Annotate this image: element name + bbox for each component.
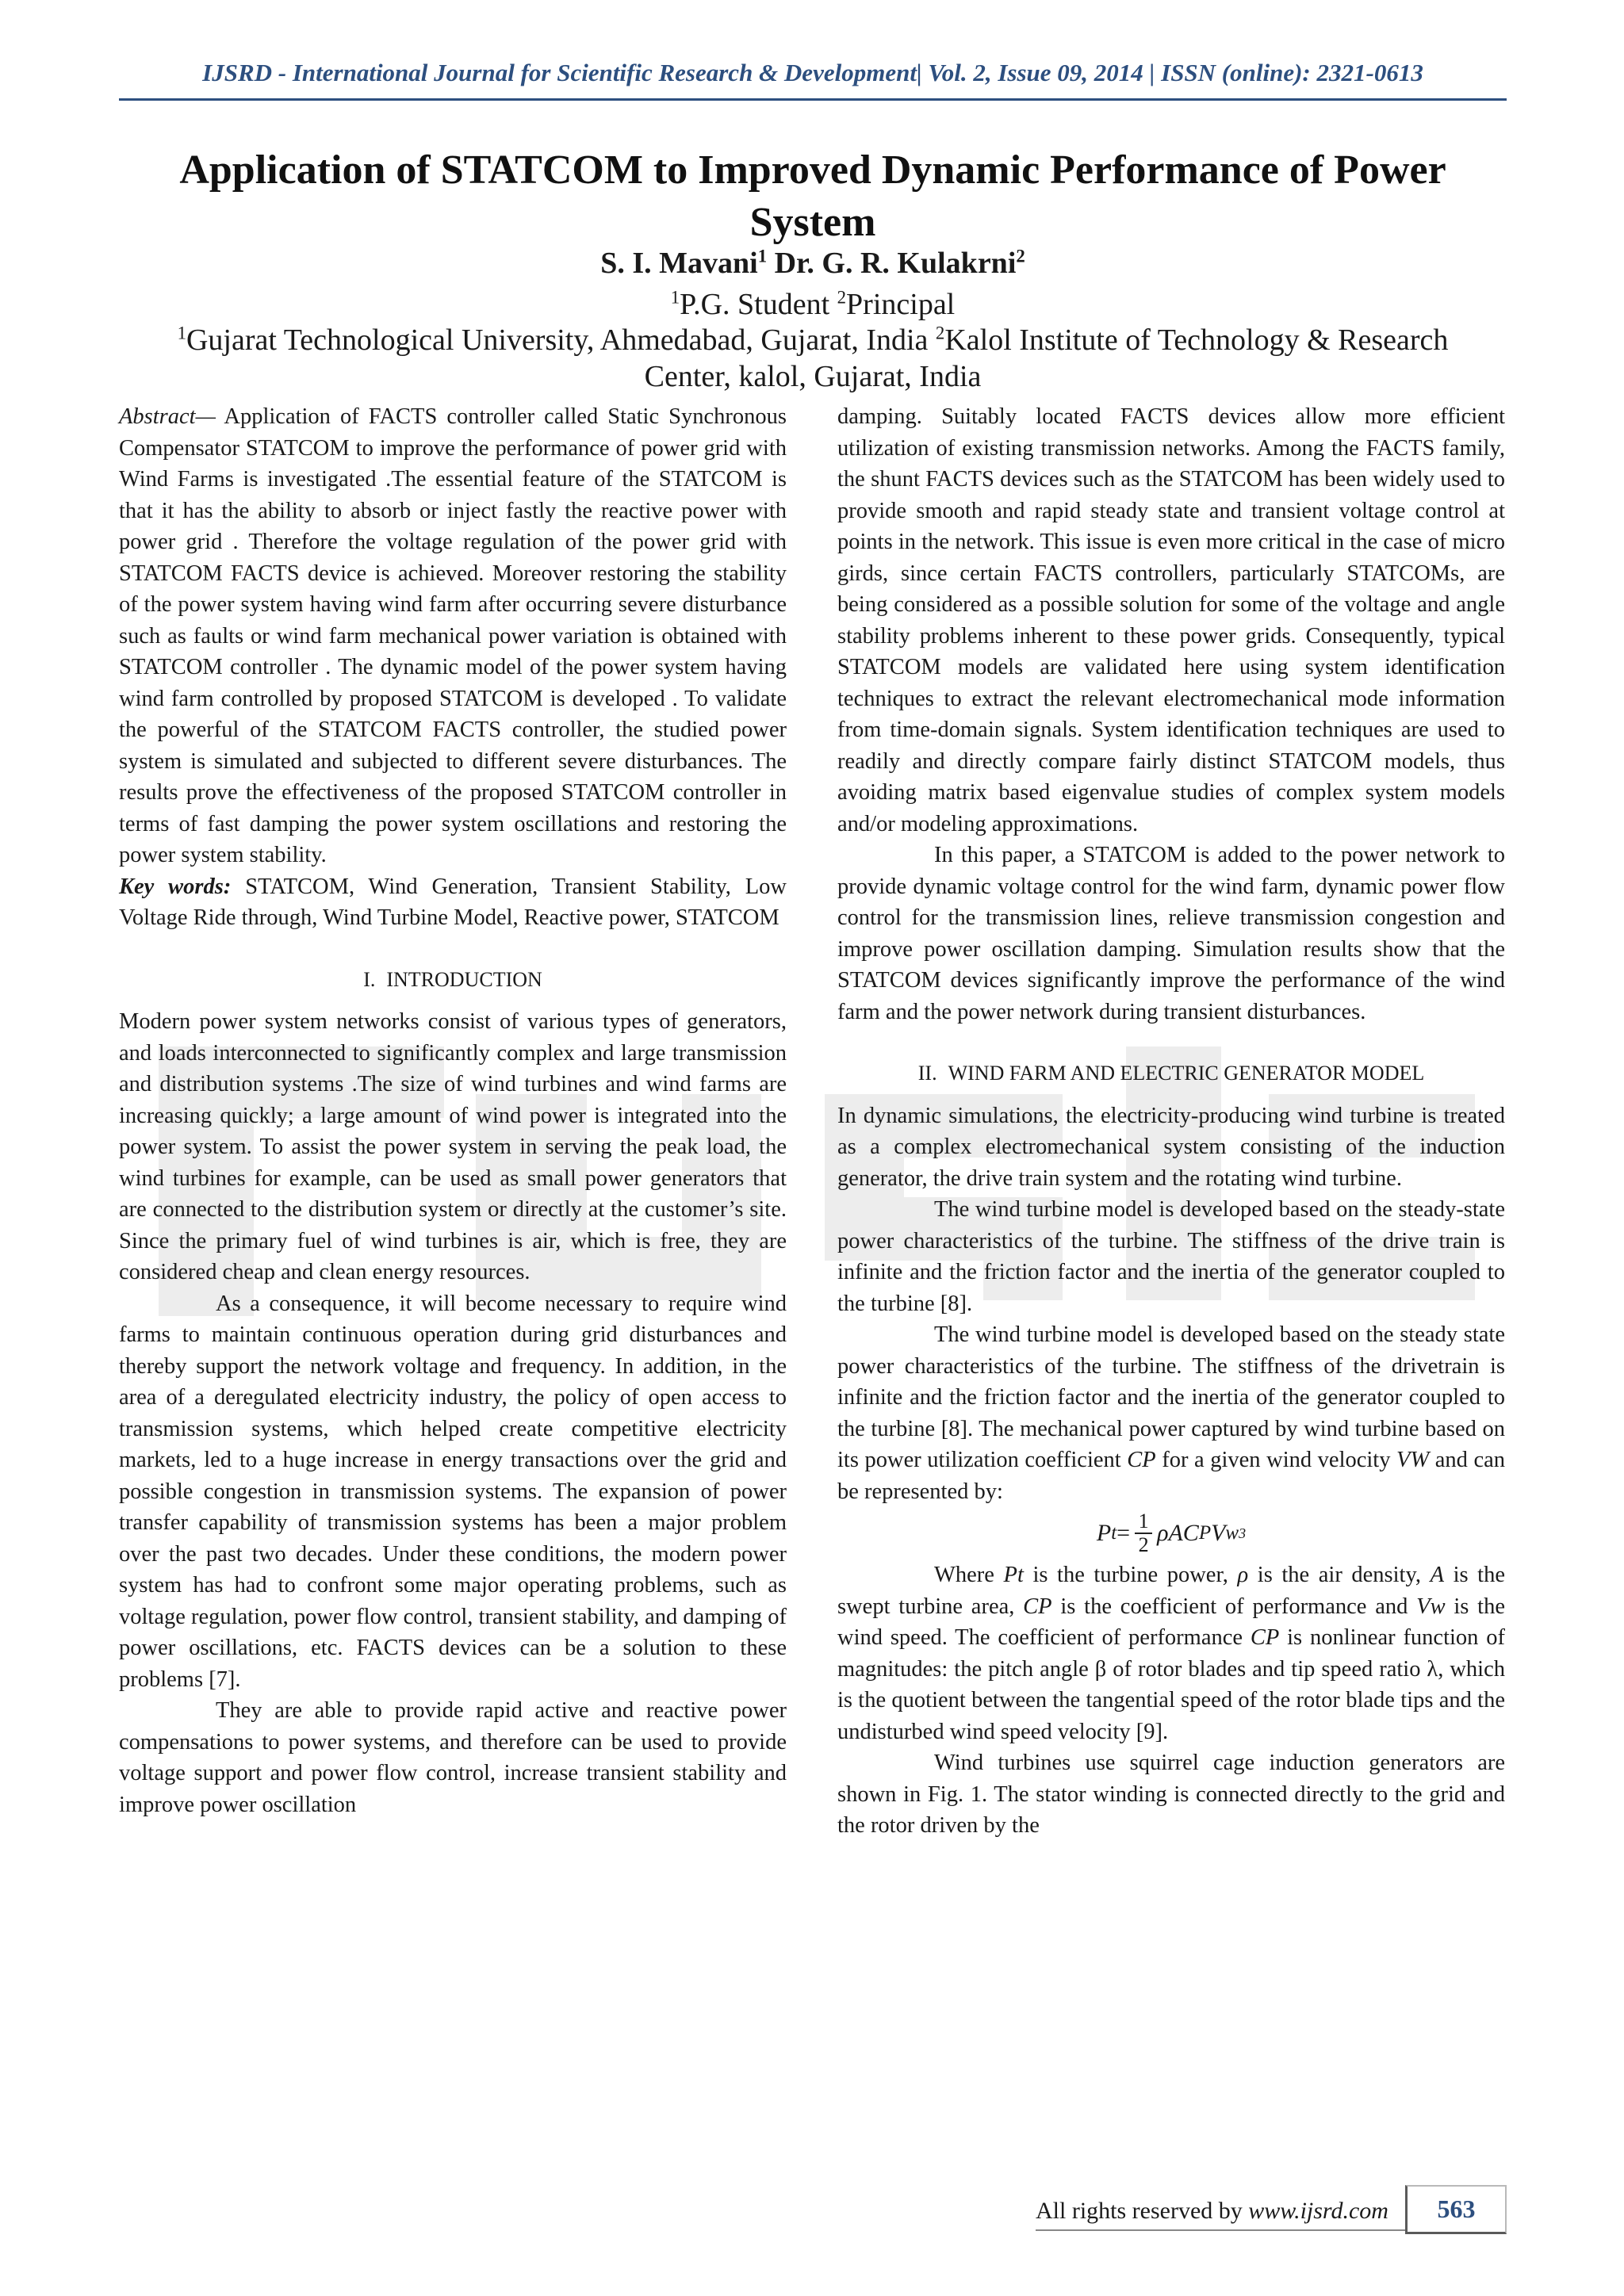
text-run: is the coefficient of performance and: [1051, 1594, 1417, 1619]
author-roles: [119, 287, 1507, 322]
text-run: is the air density,: [1248, 1563, 1431, 1587]
footer-rule: [1036, 2229, 1405, 2231]
paragraph: [837, 1319, 1505, 1507]
spacer: [119, 995, 787, 1006]
author-sup: 1: [757, 246, 768, 266]
text-run: and can be represented by:: [837, 1448, 1505, 1504]
author-name: Dr. G. R. Kulakrni: [774, 247, 1017, 280]
symbol: Vw: [1416, 1594, 1446, 1619]
text-run: is the wind speed. The coefficient of performance: [837, 1594, 1506, 1650]
author-name: S. I. Mavani: [600, 247, 758, 280]
affiliation: Gujarat Technological University, Ahmedabad, Gujarat, India: [186, 323, 929, 357]
eq-rhs: V: [1211, 1520, 1226, 1547]
text-run: The wind turbine model is developed based on the steady state power characteristics of the turbine. The stiffness of the drivetrain is infinite and the friction factor and the inertia of the generator coupled to the turbine [8]. The mechanical power captured by wind turbine based on its power utilization coefficient: [837, 1322, 1505, 1472]
abstract-text: Application of FACTS controller called Static Synchronous Compensator STATCOM to improve the performance of power grid with Wind Farms is investigated .The essential feature of the STATCOM is that it has the ability to absorb or inject fastly the reactive power with power grid . Therefore the voltage regulation of the power grid with STATCOM FACTS device is achieved. Moreover restoring the stability of the power system having wind farm after occurring severe disturbance such as faults or wind farm mechanical power variation is obtained with STATCOM controller . The dynamic model of the power system having wind farm controlled by proposed STATCOM is developed . To validate the powerful of the STATCOM FACTS controller, the studied power system is simulated and subjected to different severe disturbances. The results prove the effectiveness of the proposed STATCOM controller in terms of fast damping the power system oscillations and restoring the power system stability.: [119, 404, 787, 867]
denominator: 2: [1138, 1533, 1149, 1556]
affiliation: Kalol Institute of Technology & Research Center, kalol, Gujarat, India: [644, 323, 1449, 393]
fraction: [1135, 1510, 1152, 1556]
abstract-label: Abstract—: [119, 404, 216, 429]
spacer: [837, 1027, 1505, 1058]
keywords-label: Key words:: [119, 874, 232, 899]
eq-sign: =: [1116, 1520, 1131, 1547]
affiliations: [159, 322, 1467, 395]
footer-rights: [1036, 2198, 1388, 2225]
text-run: is the swept turbine area,: [837, 1563, 1505, 1619]
eq-sub: w: [1225, 1522, 1239, 1544]
affil-sup: 2: [935, 323, 945, 343]
symbol-vw: VW: [1396, 1448, 1430, 1472]
eq-rhs: ρAC: [1157, 1520, 1199, 1547]
paragraph: Wind turbines use squirrel cage induction generators are shown in Fig. 1. The stator winding is connected directly to the grid and the rotor driven by the: [837, 1751, 1505, 1838]
numerator: 1: [1138, 1510, 1149, 1533]
section-number: II.: [917, 1062, 937, 1085]
keywords: [119, 871, 787, 934]
section-title: INTRODUCTION: [386, 967, 542, 991]
paragraph: [837, 1559, 1505, 1747]
author-sup: 2: [1016, 246, 1025, 266]
spacer: [837, 1089, 1505, 1100]
symbol: ρ: [1237, 1563, 1249, 1587]
section-heading-wind-farm: [837, 1058, 1505, 1089]
paragraph: In this paper, a STATCOM is added to the power network to provide dynamic voltage control for the wind farm, dynamic power flow control for the transmission lines, relieve transmission congestion and improve power oscillation damping. Simulation results show that the STATCOM devices significantly improve the performance of the wind farm and the power network during transient disturbances.: [837, 843, 1505, 1024]
eq-sub: t: [1111, 1522, 1117, 1544]
text-run: Where: [934, 1563, 1004, 1587]
paper-title: Application of STATCOM to Improved Dynamic Performance of Power System: [179, 147, 1446, 245]
header-rule: [119, 98, 1507, 101]
text-run: is the turbine power,: [1023, 1563, 1238, 1587]
eq-sub: P: [1198, 1522, 1212, 1544]
symbol: A: [1430, 1563, 1445, 1587]
paragraph: They are able to provide rapid active and reactive power compensations to power systems, and therefore can be used to provide voltage support and power flow control, increase transient stability and improve power oscillation: [119, 1698, 787, 1817]
symbol: Pt: [1003, 1563, 1024, 1587]
website-link[interactable]: www.ijsrd.com: [1248, 2198, 1388, 2224]
paragraph: damping. Suitably located FACTS devices allow more efficient utilization of existing transmission networks. Among the FACTS family, the shunt FACTS devices such as the STATCOM has been widely used to provide smooth and rapid steady state and transient voltage control at points in the network. This issue is even more critical in the case of micro girds, since certain FACTS controllers, particularly STATCOMs, are being considered as a possible solution for some of the voltage and angle stability problems inherent to these power grids. Consequently, typical STATCOM models are validated here using system identification techniques to extract the relevant electromechanical mode information from time-domain signals. System identification techniques are used to readily and directly compare fairly distinct STATCOM models, thus avoiding matrix based eigenvalue studies of complex system models and/or modeling approximations.: [837, 404, 1505, 836]
paragraph: In dynamic simulations, the electricity-producing wind turbine is treated as a complex electromechanical system consisting of the induction generator, the drive train system and the rotating wind turbine.: [837, 1103, 1505, 1191]
section-title: WIND FARM AND ELECTRIC GENERATOR MODEL: [948, 1062, 1425, 1085]
role-sup: 2: [837, 287, 847, 308]
section-heading-introduction: [119, 964, 787, 996]
spacer: [119, 934, 787, 964]
text-run: is nonlinear function of magnitudes: the pitch angle β of rotor blades and tip speed ratio λ, which is the quotient between the tangential speed of the rotor blade tips and the undisturbed wind speed velocity [9].: [837, 1625, 1505, 1744]
page-number-box: [1405, 2185, 1507, 2234]
turbine-power-equation: P t = $\frac{1}{2}$ ρAC P V w 3: [1096, 1510, 1247, 1556]
keywords-text: STATCOM, Wind Generation, Transient Stability, Low Voltage Ride through, Wind Turbine Model, Reactive power, STATCOM: [119, 874, 787, 930]
paragraph: The wind turbine model is developed based on the steady-state power characteristics of the turbine. The stiffness of the drive train is infinite and the friction factor and the inertia of the generator coupled to the turbine [8].: [837, 1197, 1505, 1316]
eq-lhs: P: [1096, 1520, 1112, 1547]
affil-sup: 1: [177, 323, 186, 343]
role: P.G. Student: [680, 288, 830, 321]
page-number: 563: [1437, 2195, 1476, 2223]
abstract: [119, 401, 787, 871]
author-line: [119, 246, 1507, 281]
symbol: CP: [1250, 1625, 1280, 1650]
role: Principal: [846, 288, 956, 321]
right-column: [837, 401, 1505, 1842]
role-sup: 1: [670, 287, 680, 308]
symbol-cp: CP: [1127, 1448, 1156, 1472]
left-column: [119, 401, 787, 1820]
rights-text: All rights reserved by: [1036, 2198, 1249, 2224]
text-run: for a given wind velocity: [1155, 1448, 1397, 1472]
paragraph: Modern power system networks consist of various types of generators, and loads interconnected to significantly complex and large transmission and distribution systems .The size of wind turbines and wind farms are increasing quickly; a large amount of wind power is integrated into the power system. To assist the power system in serving the peak load, the wind turbines for example, can be used as small power generators that are connected to the distribution system or directly at the customer’s site. Since the primary fuel of wind turbines is air, which is free, they are considered cheap and clean energy resources.: [119, 1009, 787, 1284]
section-number: I.: [363, 967, 376, 991]
journal-header: IJSRD - International Journal for Scientific Research & Development| Vol. 2, Issue 09, 2014 | ISSN (online): 2321-0613: [202, 59, 1423, 86]
paragraph: As a consequence, it will become necessary to require wind farms to maintain continuous operation during grid disturbances and thereby support the network voltage and frequency. In addition, in the area of a deregulated electricity industry, the policy of open access to transmission systems, which helped create competitive electricity markets, led to a huge increase in energy transactions over the grid and possible congestion in transmission systems. The expansion of power transfer capability of transmission systems has been a major problem over the past two decades. Under these conditions, the modern power system has had to confront some major operating problems, such as voltage regulation, power flow control, transient stability, and damping of power oscillations, etc. FACTS devices can be a solution to these problems [7].: [119, 1291, 787, 1692]
symbol: CP: [1023, 1594, 1052, 1619]
